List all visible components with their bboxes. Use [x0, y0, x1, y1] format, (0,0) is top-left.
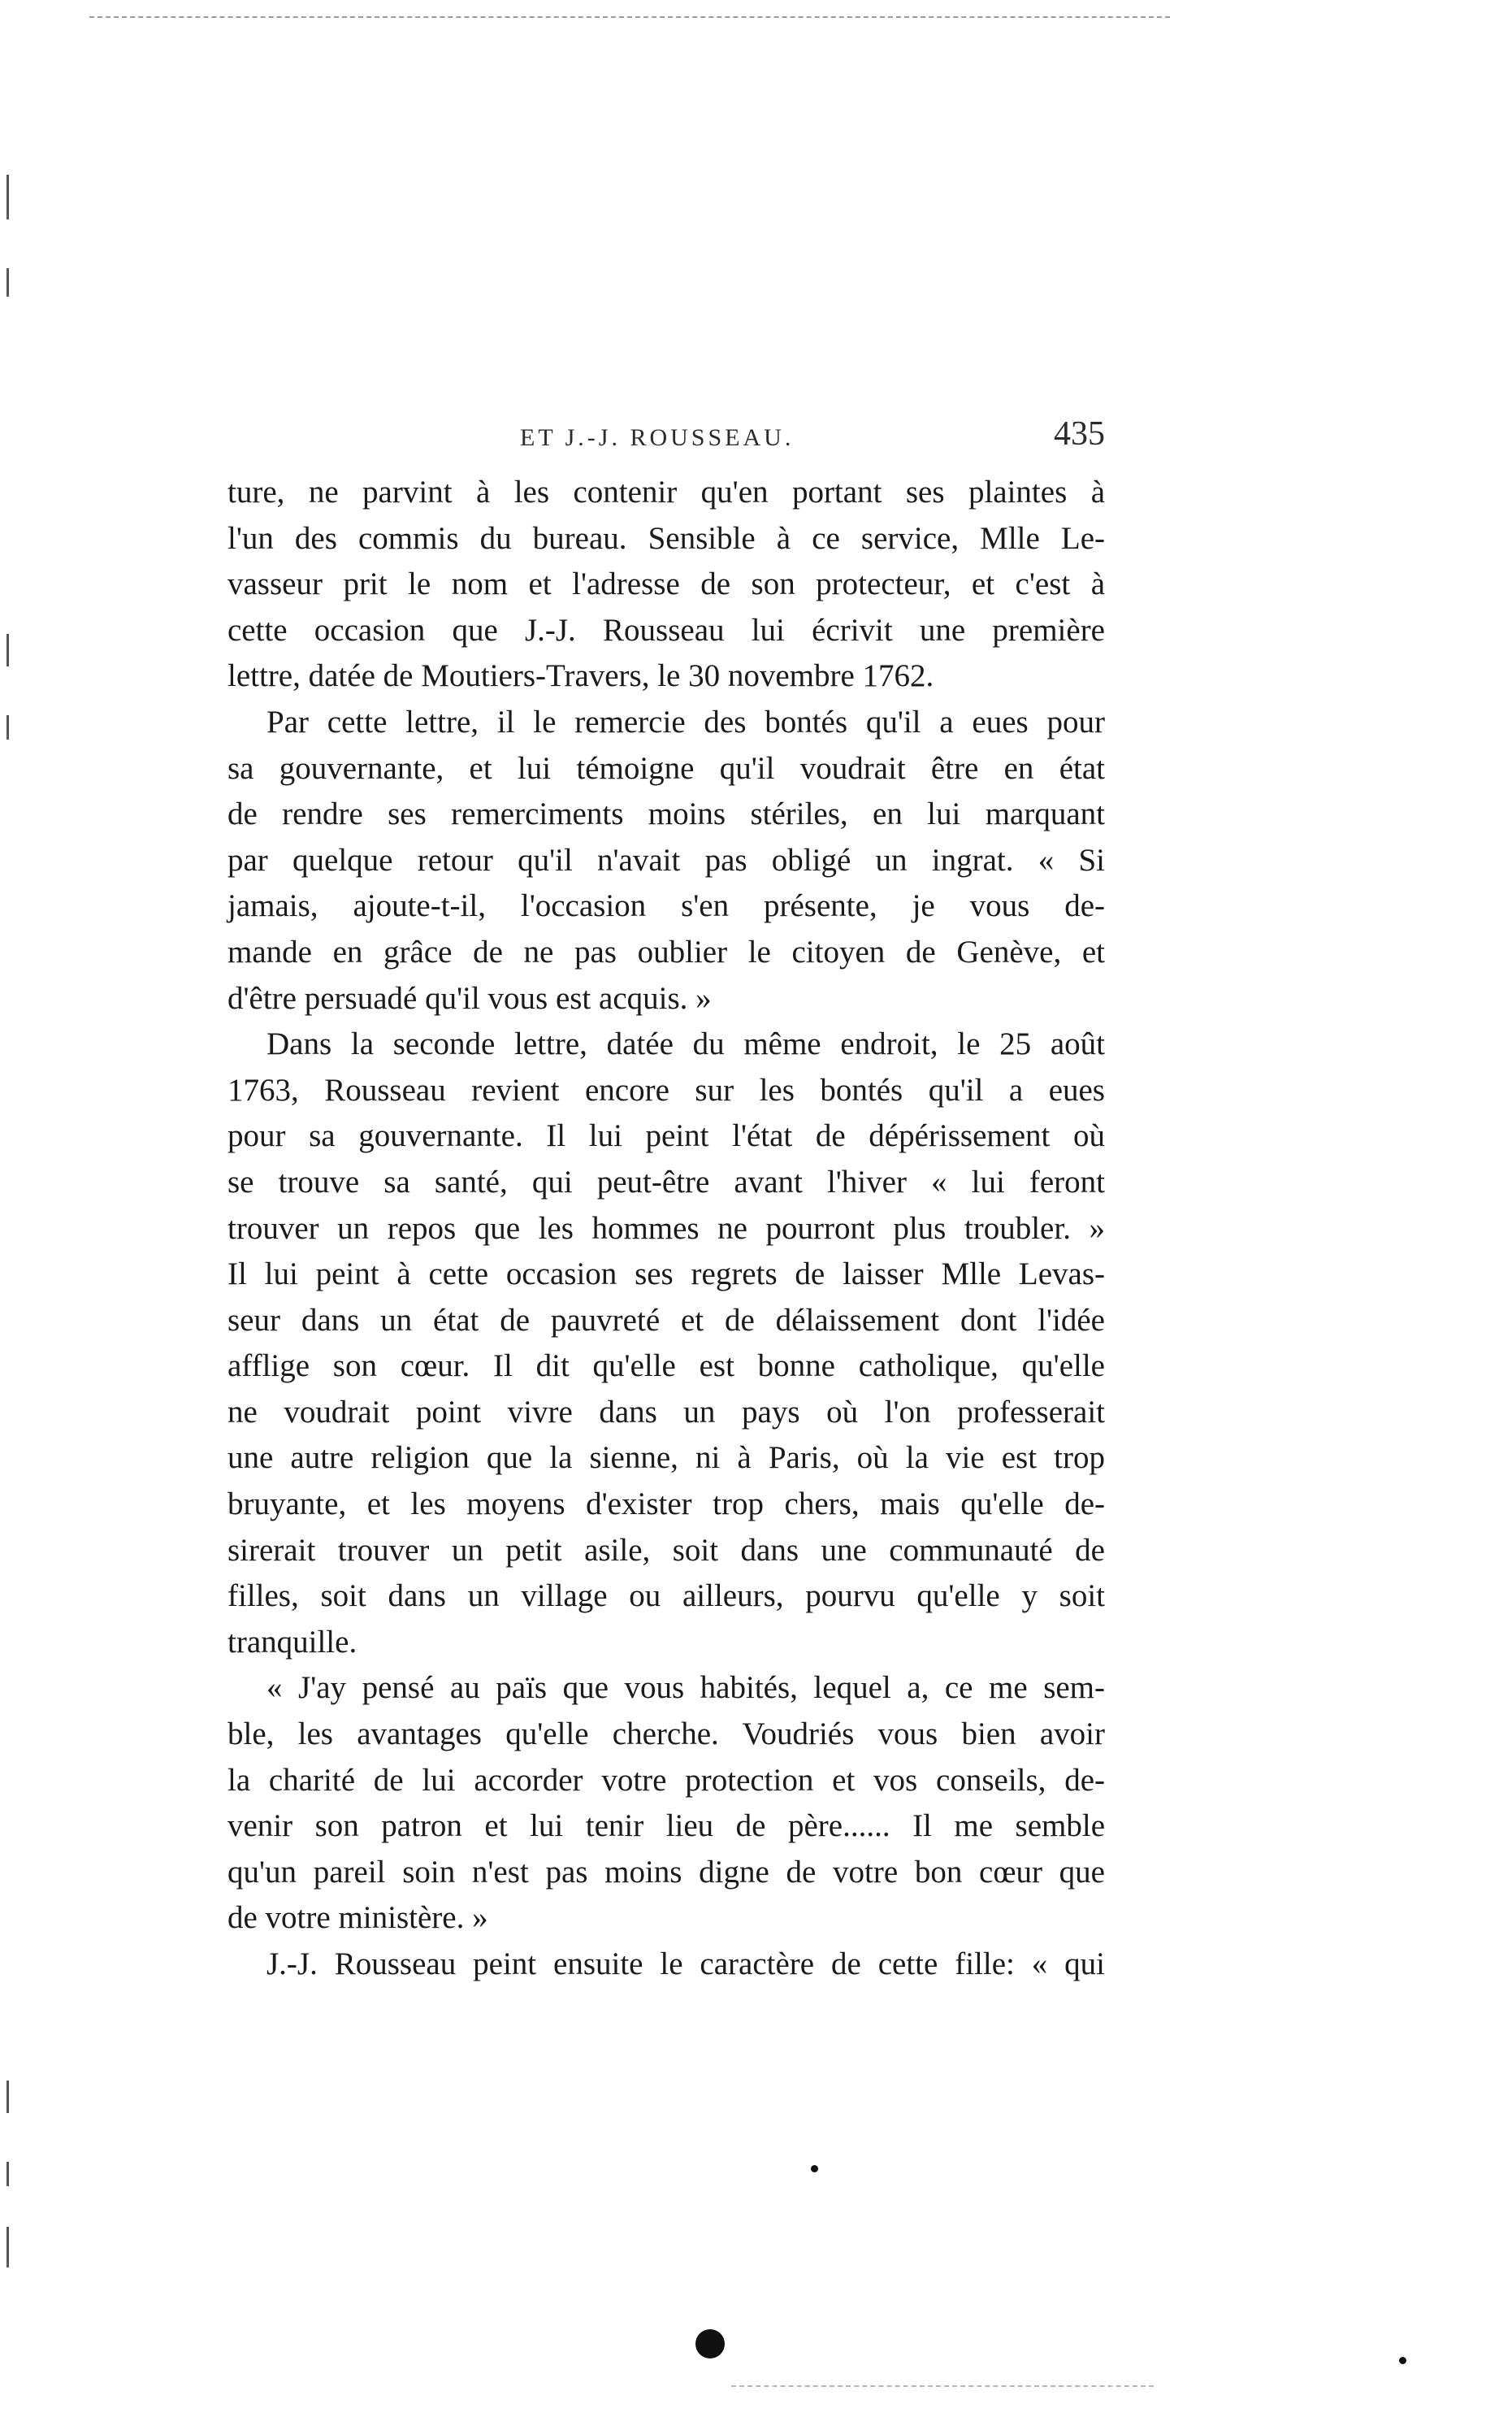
text-line: jamais, ajoute-t-il, l'occasion s'en présente, je vous de-: [227, 888, 1105, 924]
text-line: venir son patron et lui tenir lieu de père...... Il me semble: [227, 1808, 1105, 1844]
text-line: d'être persuadé qu'il vous est acquis. »: [227, 980, 712, 1016]
text-line: sa gouvernante, et lui témoigne qu'il voudrait être en état: [227, 750, 1105, 786]
text-line: 1763, Rousseau revient encore sur les bontés qu'il a eues: [227, 1072, 1105, 1108]
text-line: de votre ministère. »: [227, 1900, 488, 1936]
top-scan-rule: [89, 16, 1170, 18]
text-line: filles, soit dans un village ou ailleurs, pourvu qu'elle y soit: [227, 1578, 1105, 1614]
text-line: cette occasion que J.-J. Rousseau lui écrivit une première: [227, 612, 1105, 648]
page-number: 435: [1054, 415, 1105, 453]
margin-mark: [6, 175, 9, 219]
text-line: Dans la seconde lettre, datée du même endroit, le 25 août: [266, 1026, 1105, 1062]
margin-mark: [6, 715, 9, 740]
text-line: par quelque retour qu'il n'avait pas obligé un ingrat. « Si: [227, 842, 1105, 878]
margin-mark: [6, 2081, 9, 2113]
text-line: mande en grâce de ne pas oublier le citoyen de Genève, et: [227, 934, 1105, 970]
ink-speck: [1399, 2357, 1406, 2364]
text-line: l'un des commis du bureau. Sensible à ce service, Mlle Le-: [227, 520, 1105, 556]
text-line: « J'ay pensé au païs que vous habités, lequel a, ce me sem-: [266, 1670, 1105, 1706]
running-title: ET J.-J. ROUSSEAU.: [520, 424, 795, 451]
text-line: qu'un pareil soin n'est pas moins digne de votre bon cœur que: [227, 1854, 1105, 1890]
text-line: pour sa gouvernante. Il lui peint l'état de dépérissement où: [227, 1118, 1105, 1154]
text-line: Il lui peint à cette occasion ses regrets de laisser Mlle Levas-: [227, 1256, 1105, 1292]
text-line: J.-J. Rousseau peint ensuite le caractère de cette fille: « qui: [266, 1946, 1105, 1981]
running-head: [227, 414, 1105, 463]
text-line: trouver un repos que les hommes ne pourront plus troubler. »: [227, 1210, 1105, 1246]
text-line: Par cette lettre, il le remercie des bontés qu'il a eues pour: [266, 704, 1105, 740]
text-line: bruyante, et les moyens d'exister trop chers, mais qu'elle de-: [227, 1486, 1105, 1522]
text-line: une autre religion que la sienne, ni à Paris, où la vie est trop: [227, 1440, 1105, 1476]
margin-mark: [6, 2162, 9, 2186]
text-line: la charité de lui accorder votre protection et vos conseils, de-: [227, 1762, 1105, 1798]
text-line: seur dans un état de pauvreté et de délaissement dont l'idée: [227, 1302, 1105, 1338]
page-body: [227, 470, 1105, 1988]
text-line: se trouve sa santé, qui peut-être avant l'hiver « lui feront: [227, 1164, 1105, 1200]
text-line: sirerait trouver un petit asile, soit dans une communauté de: [227, 1532, 1105, 1568]
text-line: lettre, datée de Moutiers-Travers, le 30 novembre 1762.: [227, 658, 934, 694]
text-line: ble, les avantages qu'elle cherche. Voudriés vous bien avoir: [227, 1716, 1105, 1752]
bottom-scan-rule: [731, 2385, 1154, 2387]
margin-mark: [6, 2227, 9, 2267]
ink-speck: [811, 2165, 818, 2172]
text-line: de rendre ses remerciments moins stériles, en lui marquant: [227, 796, 1105, 832]
ink-blot: [695, 2329, 725, 2358]
text-line: ture, ne parvint à les contenir qu'en portant ses plaintes à: [227, 475, 1105, 510]
text-line: ne voudrait point vivre dans un pays où l'on professerait: [227, 1394, 1105, 1430]
text-line: tranquille.: [227, 1624, 357, 1660]
text-line: afflige son cœur. Il dit qu'elle est bonne catholique, qu'elle: [227, 1348, 1105, 1384]
text-line: vasseur prit le nom et l'adresse de son protecteur, et c'est à: [227, 566, 1105, 602]
margin-mark: [6, 268, 9, 297]
margin-mark: [6, 634, 9, 666]
